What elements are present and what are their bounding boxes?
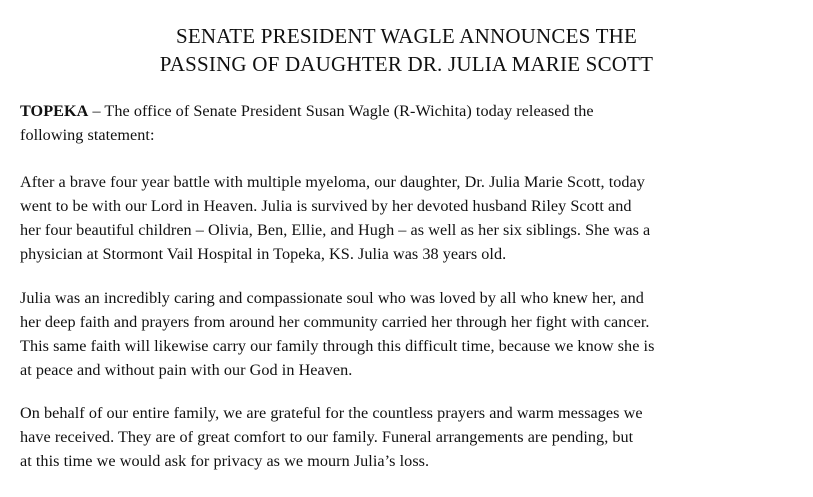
statement-paragraph-3 [20,401,805,473]
paragraph-line: at peace and without pain with our God in Heaven. [20,361,353,379]
intro-line-1 [20,99,805,123]
paragraph-line: On behalf of our entire family, we are grateful for the countless prayers and warm messages we [20,404,643,422]
paragraph-line: her four beautiful children – Olivia, Ben, Ellie, and Hugh – as well as her six siblings. She was a [20,221,651,239]
paragraph-line: her deep faith and prayers from around her community carried her through her fight with cancer. [20,313,650,331]
paragraph-line: This same faith will likewise carry our family through this difficult time, because we know she is [20,337,655,355]
headline-line-2: PASSING OF DAUGHTER DR. JULIA MARIE SCOTT [159,52,654,76]
intro-line-1-text: – The office of Senate President Susan Wagle (R-Wichita) today released the [88,102,594,120]
paragraph-line: Julia was an incredibly caring and compassionate soul who was loved by all who knew her, and [20,289,644,307]
intro-line-2: following statement: [20,126,155,144]
headline-line-1: SENATE PRESIDENT WAGLE ANNOUNCES THE [175,24,638,48]
paragraph-line: went to be with our Lord in Heaven. Julia is survived by her devoted husband Riley Scott and [20,197,632,215]
statement-paragraph-2 [20,286,805,382]
paragraph-line: physician at Stormont Vail Hospital in Topeka, KS. Julia was 38 years old. [20,245,507,263]
headline [0,22,813,78]
paragraph-line: After a brave four year battle with multiple myeloma, our daughter, Dr. Julia Marie Scott, today [20,173,645,191]
paragraph-line: at this time we would ask for privacy as we mourn Julia’s loss. [20,452,430,470]
paragraph-line: have received. They are of great comfort to our family. Funeral arrangements are pending, but [20,428,634,446]
dateline: TOPEKA [20,102,89,120]
statement-paragraph-1 [20,170,805,266]
intro-paragraph [20,99,805,147]
